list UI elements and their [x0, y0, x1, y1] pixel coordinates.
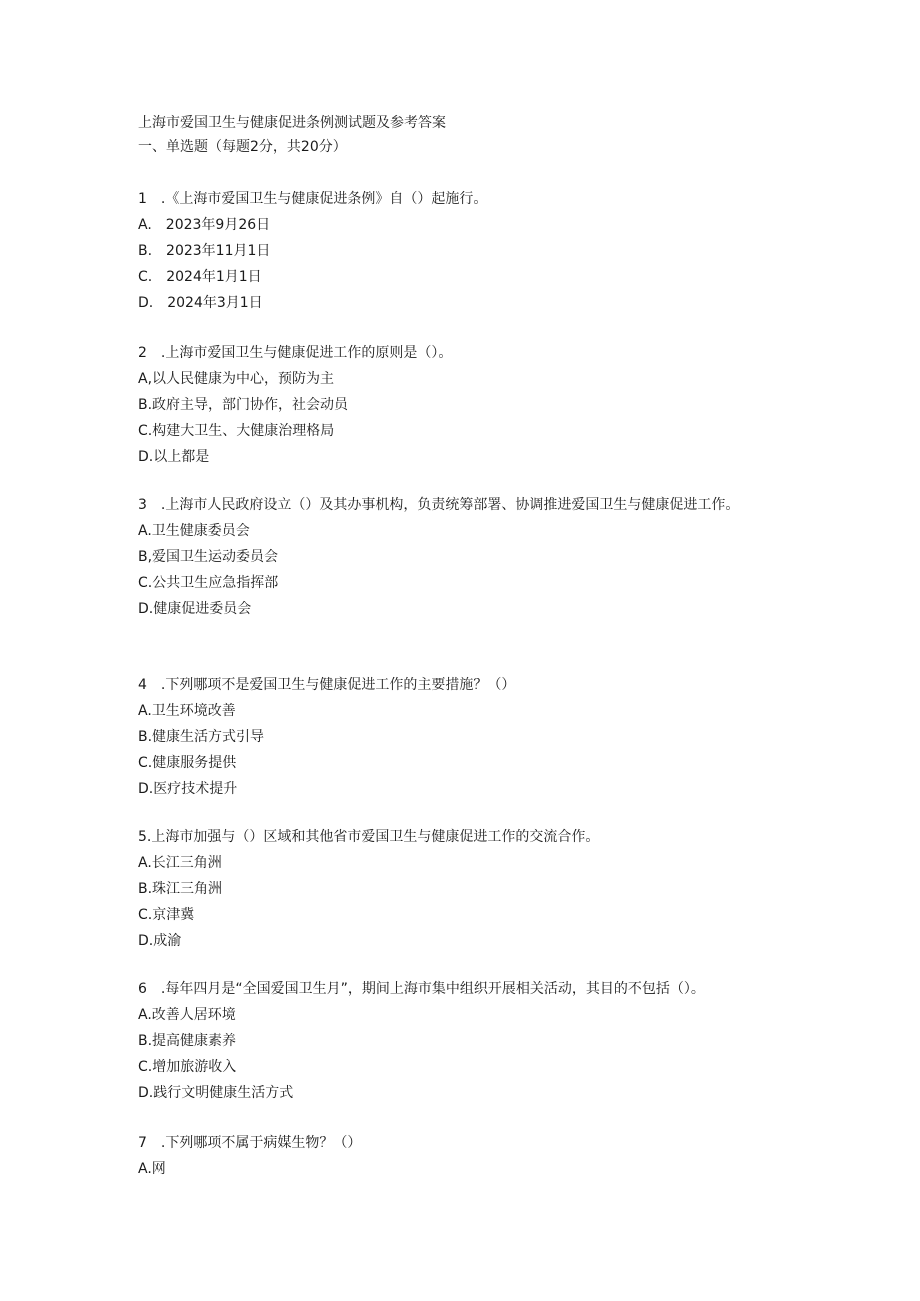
option-a: A. 2023年9月26日: [138, 217, 271, 233]
option-c: C.增加旅游收入: [138, 1059, 237, 1075]
option-a: A.改善人居环境: [138, 1007, 236, 1023]
section-heading: 一、单选题（每题2分，共20分）: [138, 139, 347, 155]
option-c: C.健康服务提供: [138, 755, 237, 771]
question-stem: 5.上海市加强与（）区域和其他省市爱国卫生与健康促进工作的交流合作。: [138, 829, 600, 845]
option-c: C. 2024年1月1日: [138, 269, 262, 285]
question-stem: 4 .下列哪项不是爱国卫生与健康促进工作的主要措施？（）: [138, 677, 516, 693]
question-3: [138, 492, 778, 622]
question-stem: 1 .《上海市爱国卫生与健康促进条例》自（）起施行。: [138, 191, 488, 207]
option-b: B.政府主导，部门协作，社会动员: [138, 397, 349, 413]
question-4: [138, 672, 778, 802]
option-d: D.践行文明健康生活方式: [138, 1085, 294, 1101]
option-a: A.卫生健康委员会: [138, 523, 250, 539]
question-6: [138, 976, 778, 1106]
option-d: D.以上都是: [138, 449, 210, 465]
option-b: B.健康生活方式引导: [138, 729, 265, 745]
question-stem: 3 .上海市人民政府设立（）及其办事机构，负责统筹部署、协调推进爱国卫生与健康促进工作。: [138, 497, 740, 513]
question-2: [138, 340, 778, 470]
question-stem: 2 .上海市爱国卫生与健康促进工作的原则是（）。: [138, 345, 453, 361]
option-c: C.构建大卫生、大健康治理格局: [138, 423, 335, 439]
option-b: B.提高健康素养: [138, 1033, 237, 1049]
option-b: B.珠江三角洲: [138, 881, 223, 897]
question-1: [138, 186, 778, 316]
question-7: [138, 1130, 778, 1182]
option-d: D.健康促进委员会: [138, 601, 252, 617]
option-d: D.成渝: [138, 933, 182, 949]
option-c: C.公共卫生应急指挥部: [138, 575, 279, 591]
question-stem: 7 .下列哪项不属于病媒生物？（）: [138, 1135, 362, 1151]
option-d: D.医疗技术提升: [138, 781, 238, 797]
option-a: A,以人民健康为中心，预防为主: [138, 371, 335, 387]
option-a: A.卫生环境改善: [138, 703, 236, 719]
question-5: [138, 824, 778, 954]
option-a: A.长江三角洲: [138, 855, 222, 871]
option-c: C.京津冀: [138, 907, 195, 923]
option-b: B. 2023年11月1日: [138, 243, 271, 259]
document-title: 上海市爱国卫生与健康促进条例测试题及参考答案: [138, 115, 446, 131]
option-b: B,爱国卫生运动委员会: [138, 549, 279, 565]
question-stem: 6 .每年四月是“全国爱国卫生月”，期间上海市集中组织开展相关活动，其目的不包括（）。: [138, 981, 705, 997]
option-d: D. 2024年3月1日: [138, 295, 263, 311]
option-a: A.网: [138, 1161, 166, 1177]
